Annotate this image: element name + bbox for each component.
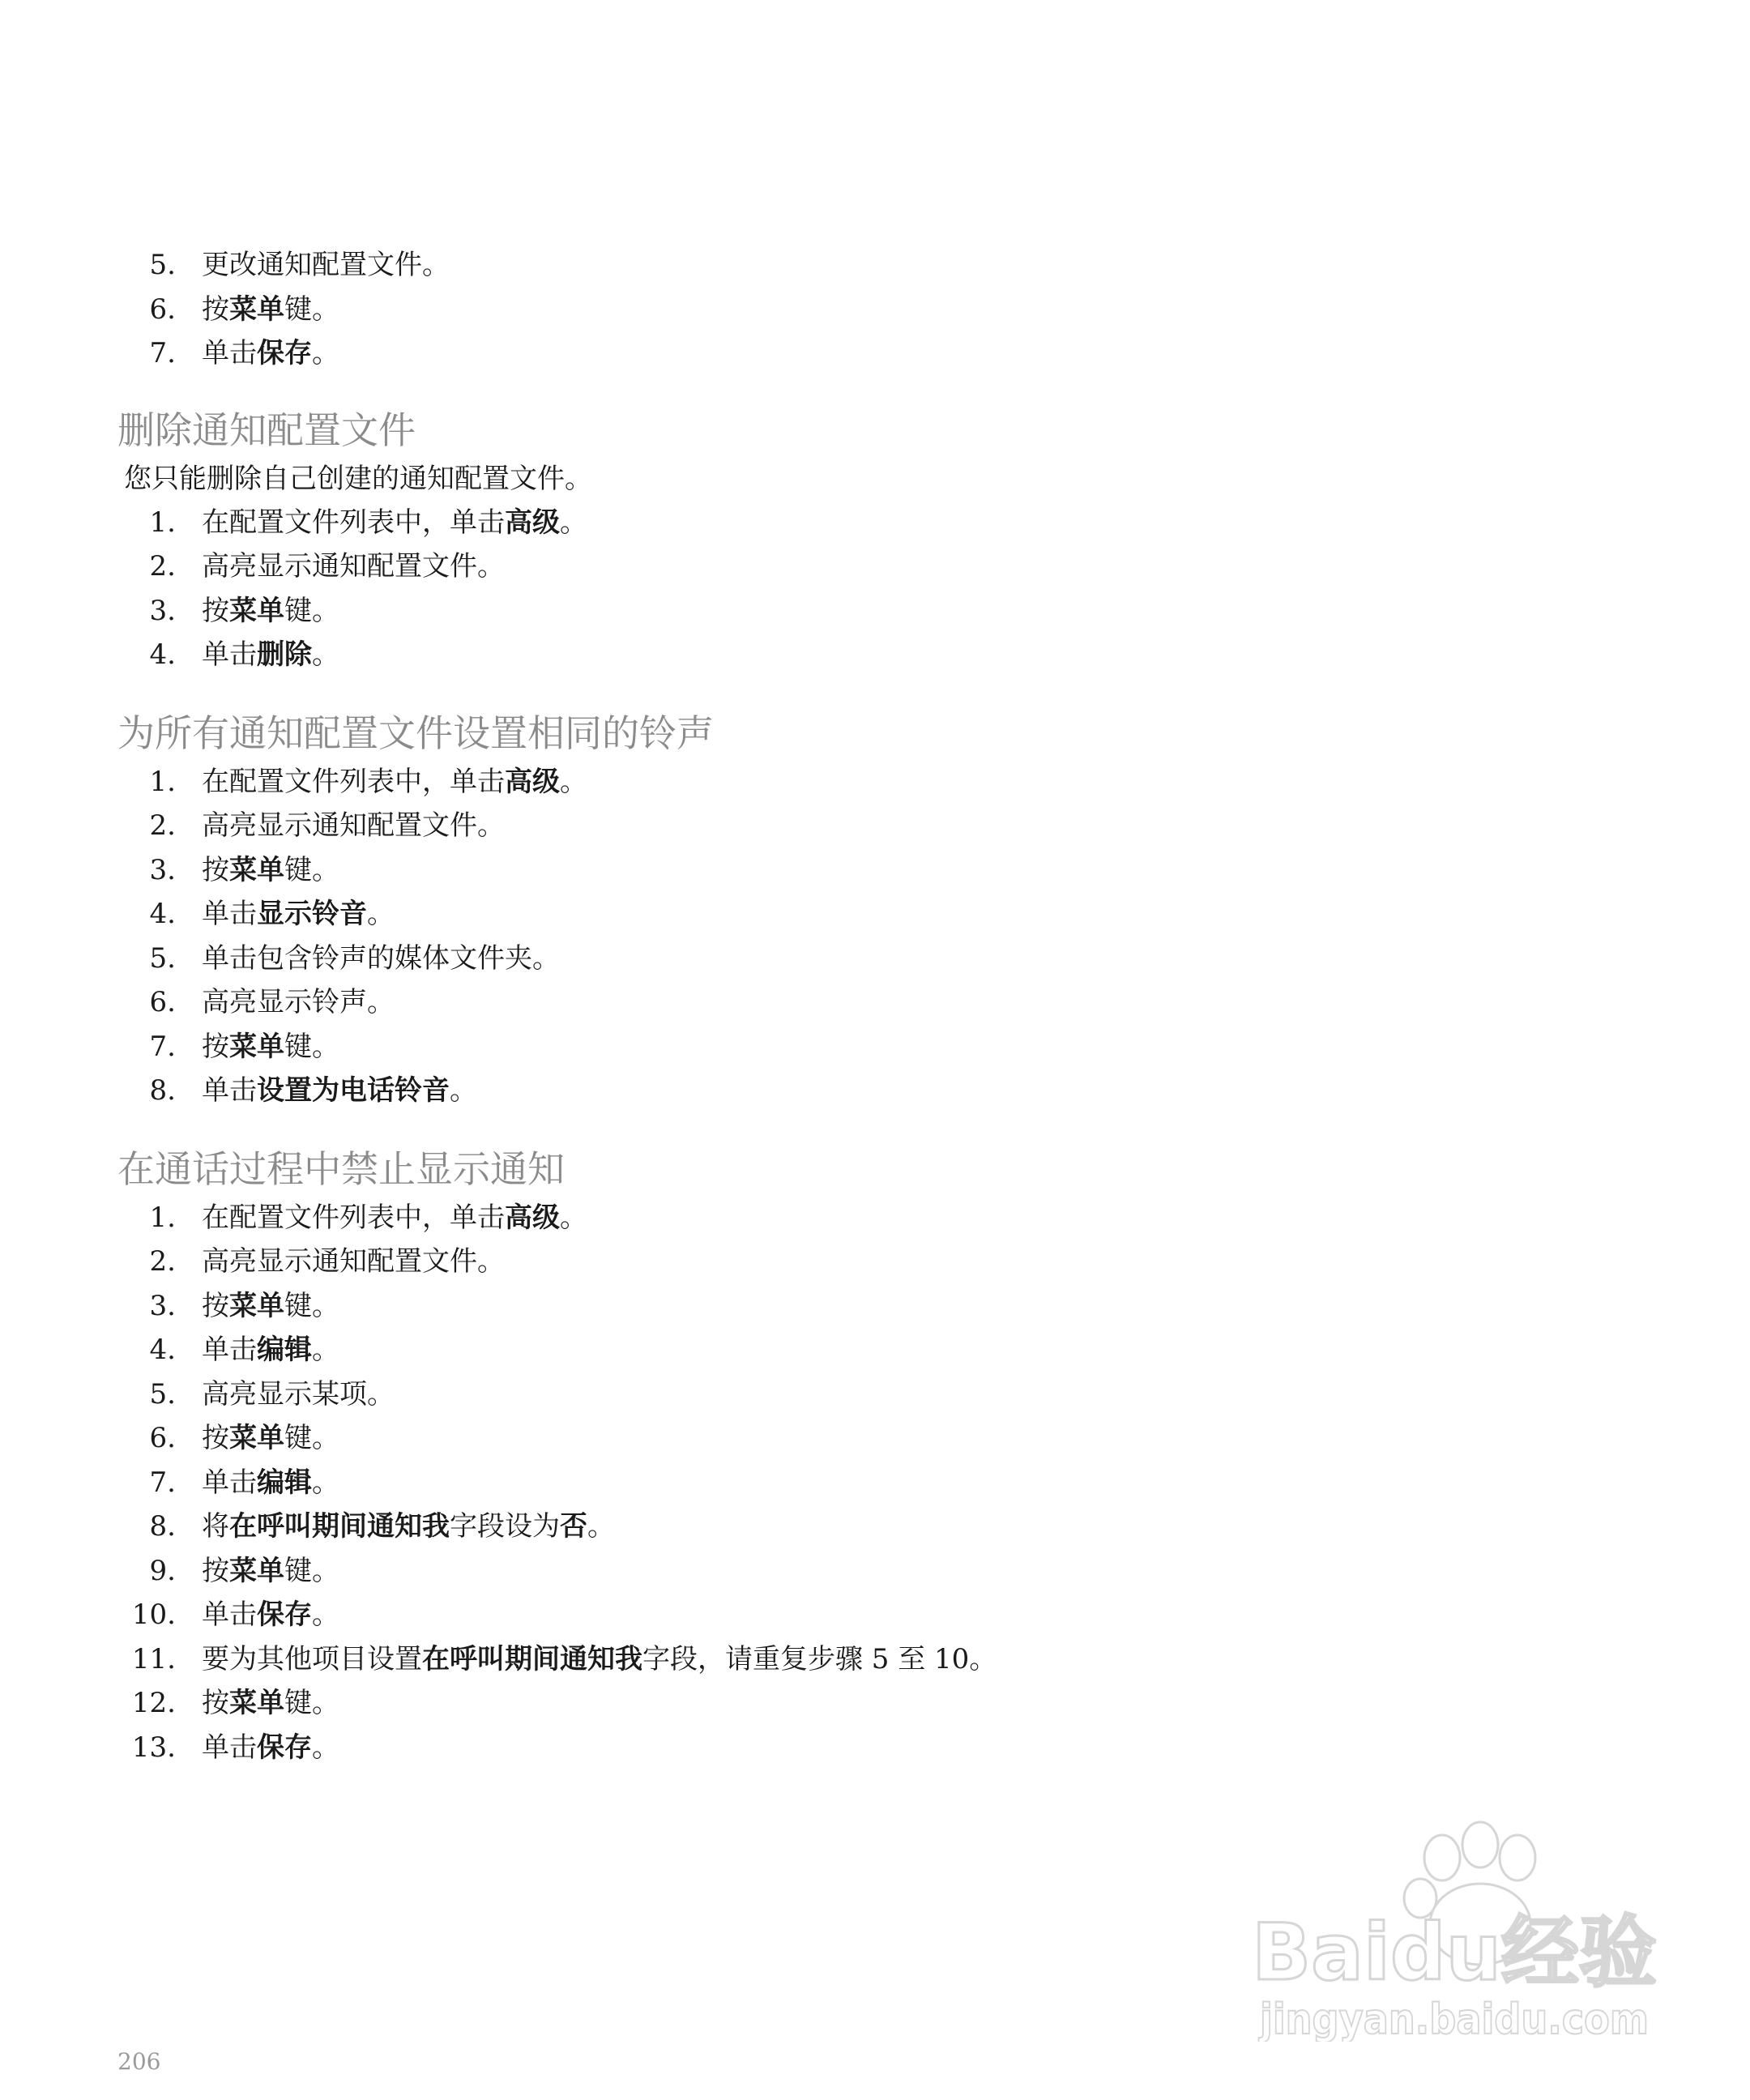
step-number: 4. <box>149 1334 176 1366</box>
steps-same-ringtone <box>117 760 1495 1113</box>
steps-suppress-during-call <box>117 1196 1495 1770</box>
step-item-suppress-during-call <box>117 1328 1495 1372</box>
step-item-delete-profile <box>117 633 1495 677</box>
step-item-suppress-during-call <box>117 1505 1495 1549</box>
step-text-part: 高亮显示通知配置文件。 <box>202 809 505 842</box>
step-emphasis: 在呼叫期间通知我 <box>229 1510 450 1543</box>
step-number: 8. <box>149 1510 176 1543</box>
step-item-delete-profile <box>117 544 1495 589</box>
step-text <box>202 937 560 981</box>
step-text <box>202 1069 477 1113</box>
step-text-part: 键。 <box>284 1289 339 1322</box>
step-item-same-ringtone <box>117 760 1495 805</box>
step-text-part: 单击 <box>202 1731 257 1764</box>
step-text <box>202 980 395 1025</box>
step-text-part: 单击 <box>202 1334 257 1366</box>
step-number: 1. <box>149 765 176 798</box>
steps-continuation <box>117 243 1495 376</box>
step-number: 5. <box>149 249 176 281</box>
step-text <box>202 633 339 677</box>
step-text <box>202 501 587 545</box>
step-emphasis: 菜单 <box>229 1554 284 1587</box>
step-number: 2. <box>149 550 176 583</box>
step-text-part: 。 <box>560 1201 587 1234</box>
step-text-part: 字段，请重复步骤 5 至 10。 <box>642 1642 997 1675</box>
watermark-url-text: jingyan.baidu.com <box>1258 1995 1649 2042</box>
step-text-part: 。 <box>587 1510 615 1543</box>
step-item-delete-profile <box>117 501 1495 545</box>
step-text-part: 在配置文件列表中，单击 <box>202 506 505 539</box>
step-text-part: 更改通知配置文件。 <box>202 249 450 281</box>
step-emphasis: 显示铃音 <box>257 898 367 930</box>
step-emphasis: 菜单 <box>229 853 284 886</box>
step-number: 10. <box>131 1598 176 1631</box>
step-item-suppress-during-call <box>117 1240 1495 1284</box>
step-item-same-ringtone <box>117 980 1495 1025</box>
step-text <box>202 1681 339 1726</box>
step-text-part: 键。 <box>284 1422 339 1454</box>
step-emphasis: 删除 <box>257 638 312 671</box>
step-item-suppress-during-call <box>117 1461 1495 1505</box>
step-text <box>202 1549 339 1594</box>
step-text <box>202 892 395 937</box>
step-text-part: 按 <box>202 594 229 627</box>
step-text <box>202 1505 615 1549</box>
section-title-same-ringtone: 为所有通知配置文件设置相同的铃声 <box>117 711 714 755</box>
step-emphasis: 菜单 <box>229 1030 284 1063</box>
step-emphasis: 编辑 <box>257 1466 312 1499</box>
step-number: 2. <box>149 1245 176 1278</box>
step-emphasis: 设置为电话铃音 <box>257 1074 450 1107</box>
step-number: 6. <box>149 292 176 326</box>
step-emphasis: 在呼叫期间通知我 <box>422 1642 642 1675</box>
step-item-suppress-during-call <box>117 1549 1495 1594</box>
step-text-part: 高亮显示通知配置文件。 <box>202 1245 505 1278</box>
step-text <box>202 288 339 332</box>
step-text <box>202 760 587 805</box>
step-emphasis: 菜单 <box>229 594 284 627</box>
step-number: 12. <box>131 1687 176 1719</box>
step-text-part: 。 <box>312 1598 339 1631</box>
step-number: 4. <box>149 638 176 671</box>
step-number: 3. <box>149 594 176 627</box>
step-item-same-ringtone <box>117 1069 1495 1113</box>
step-text <box>202 1240 505 1284</box>
step-item-continuation <box>117 288 1495 332</box>
step-text-part: 键。 <box>284 1687 339 1719</box>
step-text-part: 按 <box>202 292 229 326</box>
step-text-part: 。 <box>312 1334 339 1366</box>
step-text-part: 。 <box>312 638 339 671</box>
step-text-part: 单击 <box>202 337 257 369</box>
section-title-suppress-during-call: 在通话过程中禁止显示通知 <box>117 1146 565 1191</box>
step-text-part: 单击 <box>202 898 257 930</box>
step-text-part: 键。 <box>284 1030 339 1063</box>
step-text-part: 。 <box>367 898 395 930</box>
step-text-part: 单击 <box>202 1598 257 1631</box>
step-text <box>202 331 339 376</box>
step-number: 1. <box>149 506 176 539</box>
step-number: 13. <box>131 1731 176 1764</box>
step-text-part: 键。 <box>284 292 339 326</box>
step-item-same-ringtone <box>117 937 1495 981</box>
step-emphasis: 高级 <box>505 765 560 798</box>
step-number: 6. <box>149 986 176 1018</box>
step-text-part: 键。 <box>284 853 339 886</box>
step-emphasis: 菜单 <box>229 1289 284 1322</box>
step-text <box>202 1593 339 1637</box>
step-number: 11. <box>131 1642 176 1675</box>
step-text-part: 单击包含铃声的媒体文件夹。 <box>202 941 560 975</box>
step-text <box>202 1416 339 1461</box>
step-emphasis: 编辑 <box>257 1334 312 1366</box>
step-item-continuation <box>117 331 1495 376</box>
step-item-suppress-during-call <box>117 1284 1495 1329</box>
step-text-part: 按 <box>202 1687 229 1719</box>
step-emphasis: 菜单 <box>229 292 284 326</box>
step-item-same-ringtone <box>117 804 1495 848</box>
step-text <box>202 1284 339 1329</box>
step-text <box>202 1025 339 1069</box>
step-emphasis: 菜单 <box>229 1422 284 1454</box>
step-text-part: 按 <box>202 1030 229 1063</box>
step-text-part: 单击 <box>202 1074 257 1107</box>
step-number: 2. <box>149 809 176 842</box>
step-number: 4. <box>149 898 176 930</box>
step-text-part: 高亮显示铃声。 <box>202 986 395 1018</box>
step-text <box>202 544 505 589</box>
baidu-jingyan-watermark <box>1244 1803 1665 2042</box>
step-number: 1. <box>149 1201 176 1234</box>
step-item-suppress-during-call <box>117 1681 1495 1726</box>
step-number: 3. <box>149 1289 176 1322</box>
step-number: 7. <box>149 337 176 369</box>
step-text <box>202 1726 339 1770</box>
step-text-part: 。 <box>560 506 587 539</box>
step-text-part: 按 <box>202 1289 229 1322</box>
step-emphasis: 菜单 <box>229 1687 284 1719</box>
step-text-part: 将 <box>202 1510 229 1543</box>
step-item-suppress-during-call <box>117 1726 1495 1770</box>
step-text <box>202 1637 997 1682</box>
step-emphasis: 高级 <box>505 1201 560 1234</box>
step-text-part: 单击 <box>202 1466 257 1499</box>
step-item-same-ringtone <box>117 848 1495 893</box>
step-text <box>202 1328 339 1372</box>
step-text-part: 。 <box>312 1466 339 1499</box>
step-text-part: 按 <box>202 1554 229 1587</box>
step-emphasis: 高级 <box>505 506 560 539</box>
step-text-part: 要为其他项目设置 <box>202 1642 422 1675</box>
step-item-delete-profile <box>117 589 1495 634</box>
step-item-same-ringtone <box>117 1025 1495 1069</box>
section-intro-delete-profile: 您只能删除自己创建的通知配置文件。 <box>124 462 592 495</box>
step-text-part: 。 <box>560 765 587 798</box>
page-number: 206 <box>117 2048 161 2075</box>
step-text-part: 。 <box>312 1731 339 1764</box>
step-text-part: 在配置文件列表中，单击 <box>202 765 505 798</box>
step-text <box>202 1461 339 1505</box>
step-item-suppress-during-call <box>117 1416 1495 1461</box>
step-emphasis: 否 <box>560 1510 587 1543</box>
step-text-part: 高亮显示某项。 <box>202 1377 395 1411</box>
step-number: 8. <box>149 1074 176 1107</box>
step-number: 9. <box>149 1554 176 1587</box>
step-number: 7. <box>149 1466 176 1499</box>
step-number: 6. <box>149 1422 176 1454</box>
step-number: 7. <box>149 1030 176 1063</box>
step-item-continuation <box>117 243 1495 288</box>
step-emphasis: 保存 <box>257 1731 312 1764</box>
step-number: 3. <box>149 853 176 886</box>
step-text-part: 按 <box>202 853 229 886</box>
steps-delete-profile <box>117 501 1495 677</box>
step-item-suppress-during-call <box>117 1593 1495 1637</box>
step-text-part: 字段设为 <box>450 1510 560 1543</box>
step-item-suppress-during-call <box>117 1372 1495 1417</box>
watermark-logo-text: Baidu经验 <box>1252 1907 1657 1998</box>
step-text-part: 键。 <box>284 594 339 627</box>
step-item-suppress-during-call <box>117 1196 1495 1240</box>
step-text-part: 在配置文件列表中，单击 <box>202 1201 505 1234</box>
section-title-delete-profile: 删除通知配置文件 <box>117 408 416 452</box>
step-text <box>202 243 450 288</box>
step-text <box>202 1372 395 1417</box>
step-text-part: 按 <box>202 1422 229 1454</box>
step-emphasis: 保存 <box>257 337 312 369</box>
step-item-suppress-during-call <box>117 1637 1495 1682</box>
step-number: 5. <box>149 941 176 975</box>
step-emphasis: 保存 <box>257 1598 312 1631</box>
step-text <box>202 804 505 848</box>
step-text-part: 高亮显示通知配置文件。 <box>202 550 505 583</box>
step-text-part: 键。 <box>284 1554 339 1587</box>
step-text <box>202 589 339 634</box>
page-content <box>117 243 1495 1769</box>
step-text-part: 单击 <box>202 638 257 671</box>
step-text <box>202 1196 587 1240</box>
step-text <box>202 848 339 893</box>
step-number: 5. <box>149 1377 176 1411</box>
step-text-part: 。 <box>312 337 339 369</box>
step-text-part: 。 <box>450 1074 477 1107</box>
step-item-same-ringtone <box>117 892 1495 937</box>
